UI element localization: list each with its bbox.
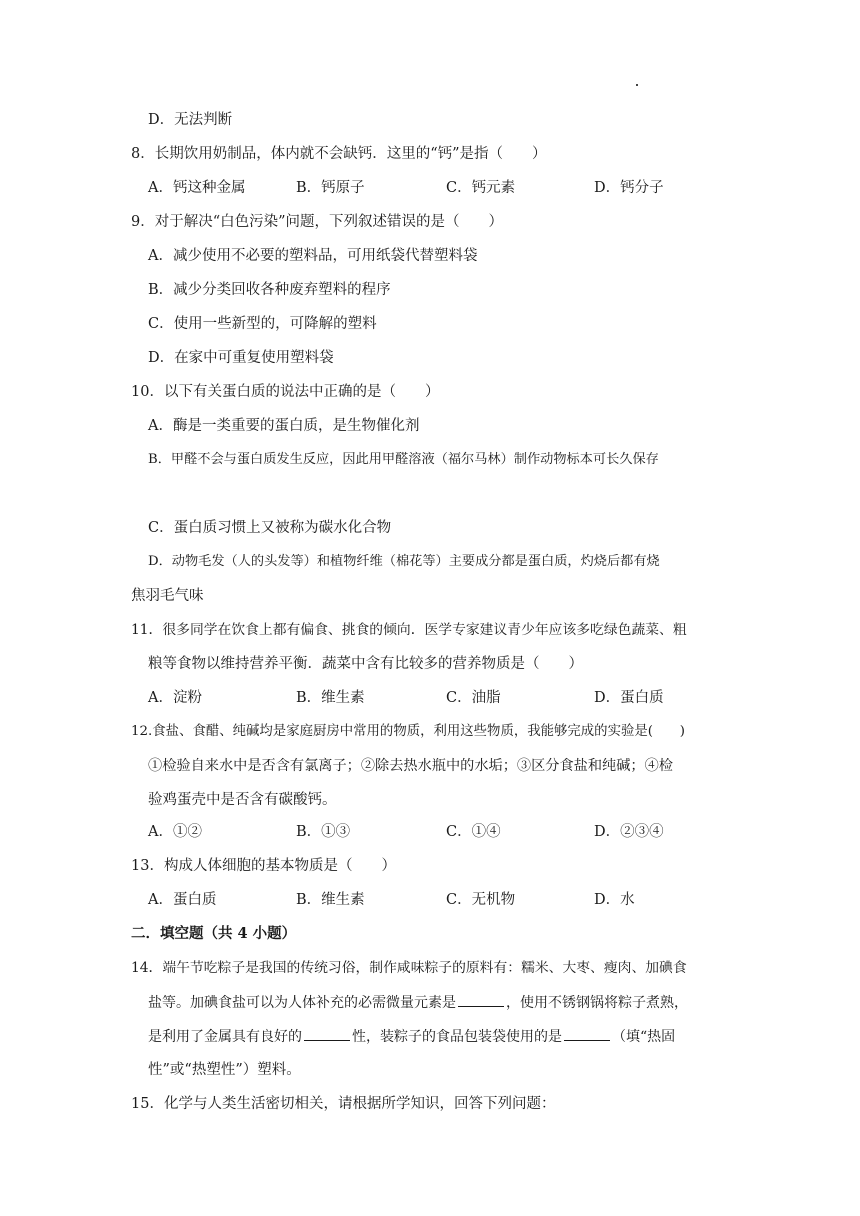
q8-option-c: C．钙元素 bbox=[446, 180, 516, 196]
q9-stem: 9．对于解决“白色污染”问题，下列叙述错误的是（ ） bbox=[131, 214, 504, 230]
q14-blank-2[interactable] bbox=[304, 1026, 350, 1041]
q13-stem: 13．构成人体细胞的基本物质是（ ） bbox=[131, 858, 396, 874]
q11-option-b: B．维生素 bbox=[296, 690, 365, 706]
q10-option-d-line2: 焦羽毛气味 bbox=[131, 588, 204, 604]
q10-option-a: A．酶是一类重要的蛋白质，是生物催化剂 bbox=[148, 418, 420, 434]
q10-option-c: C．蛋白质习惯上又被称为碳水化合物 bbox=[148, 520, 392, 536]
q12-stem-line2: ①检验自来水中是否含有氯离子；②除去热水瓶中的水垢；③区分食盐和纯碱；④检 bbox=[148, 758, 673, 774]
q13-option-d: D．水 bbox=[594, 892, 635, 908]
q13-option-c: C．无机物 bbox=[446, 892, 516, 908]
q12-option-c: C．①④ bbox=[446, 824, 501, 840]
q14-line3 bbox=[148, 1026, 675, 1047]
q8-option-d: D．钙分子 bbox=[594, 180, 664, 196]
q14-blank-3[interactable] bbox=[564, 1026, 610, 1041]
q10-stem: 10．以下有关蛋白质的说法中正确的是（ ） bbox=[131, 384, 440, 400]
q8-option-b: B．钙原子 bbox=[296, 180, 365, 196]
q14-line3-text-b: 性，装粽子的食品包装袋使用的是 bbox=[352, 1029, 562, 1045]
section-heading: 二．填空题（共 4 小题） bbox=[131, 925, 297, 942]
q13-option-a: A．蛋白质 bbox=[148, 892, 217, 908]
q12-option-d: D．②③④ bbox=[594, 824, 664, 840]
q14-line4: 性”或“热塑性”）塑料。 bbox=[148, 1062, 301, 1078]
q14-line3-text-c: （填“热固 bbox=[612, 1029, 676, 1045]
q14-blank-1[interactable] bbox=[458, 992, 504, 1007]
q11-stem-line1: 11．很多同学在饮食上都有偏食、挑食的倾向．医学专家建议青少年应该多吃绿色蔬菜、粗 bbox=[131, 622, 687, 638]
q7-option-d: D．无法判断 bbox=[148, 112, 233, 128]
q11-option-d: D．蛋白质 bbox=[594, 690, 664, 706]
q8-option-a: A．钙这种金属 bbox=[148, 180, 246, 196]
q14-line2 bbox=[148, 992, 688, 1013]
q11-option-a: A．淀粉 bbox=[148, 690, 202, 706]
q10-option-d-line1: D．动物毛发（人的头发等）和植物纤维（棉花等）主要成分都是蛋白质，灼烧后都有烧 bbox=[148, 554, 660, 569]
q9-option-b: B．减少分类回收各种废弃塑料的程序 bbox=[148, 282, 391, 298]
q12-stem-line3: 验鸡蛋壳中是否含有碳酸钙。 bbox=[148, 792, 337, 808]
q9-option-d: D．在家中可重复使用塑料袋 bbox=[148, 350, 334, 366]
q13-option-b: B．维生素 bbox=[296, 892, 365, 908]
q12-option-a: A．①② bbox=[148, 824, 202, 840]
q9-option-c: C．使用一些新型的，可降解的塑料 bbox=[148, 316, 377, 332]
q14-line1: 14．端午节吃粽子是我国的传统习俗，制作咸味粽子的原料有：糯米、大枣、瘦肉、加碘食 bbox=[131, 960, 687, 976]
q11-stem-line2: 粮等食物以维持营养平衡．蔬菜中含有比较多的营养物质是（ ） bbox=[148, 656, 583, 672]
q14-line2-text-a: 盐等。加碘食盐可以为人体补充的必需微量元素是 bbox=[148, 995, 456, 1011]
q9-option-a: A．减少使用不必要的塑料品，可用纸袋代替塑料袋 bbox=[148, 248, 478, 264]
q11-option-c: C．油脂 bbox=[446, 690, 501, 706]
q15-stem: 15．化学与人类生活密切相关，请根据所学知识，回答下列问题： bbox=[131, 1096, 556, 1112]
q10-option-b: B．甲醛不会与蛋白质发生反应，因此用甲醛溶液（福尔马林）制作动物标本可长久保存 bbox=[148, 452, 659, 467]
q8-stem: 8．长期饮用奶制品，体内就不会缺钙．这里的“钙”是指（ ） bbox=[131, 146, 547, 162]
q12-stem-line1: 12.食盐、食醋、纯碱均是家庭厨房中常用的物质，利用这些物质，我能够完成的实验是( ) bbox=[131, 724, 685, 739]
q14-line3-text-a: 是利用了金属具有良好的 bbox=[148, 1029, 302, 1045]
q12-option-b: B．①③ bbox=[296, 824, 351, 840]
q14-line2-text-b: ，使用不锈钢锅将粽子煮熟， bbox=[506, 995, 688, 1011]
page-mark bbox=[636, 84, 638, 86]
